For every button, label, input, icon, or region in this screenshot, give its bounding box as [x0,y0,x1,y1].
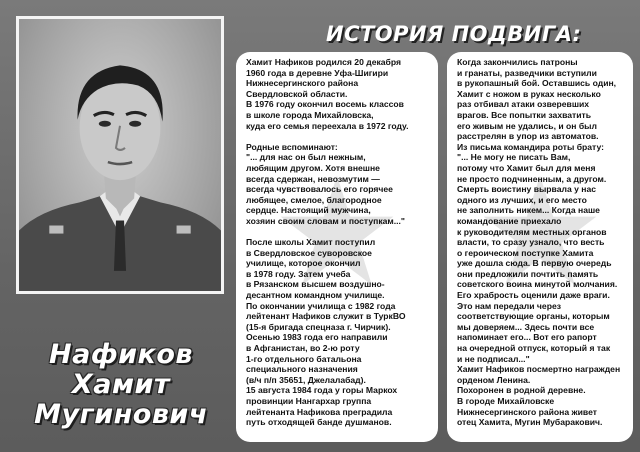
birth-paragraph: Хамит Нафиков родился 20 декабря 1960 года в деревне Уфа-Шигири Нижнесергинского района Свердловской области. В 1976 году окончил восемь классов в школе города Михайловска, куда его семья переехала в 1972 году. [246,57,409,131]
service-paragraph: После школы Хамит поступил в Свердловское суворовское училище, которое окончил в 1978 году. Затем учеба в Рязанском высшем воздушно- десантном командном училище. По окончании училища с 1982 года лейтенант Нафиков служит в ТуркВО (15-я бригада спецназа г. Чирчик). Осенью 1983 года его направили в Афганистан, во 2-ю роту 1-го отдельного батальона специального назначения (в/ч п/п 35651, Джелалабад). 15 августа 1984 года у горы Маркох провинции Нангархар группа лейтенанта Нафикова преградила путь отходящей банде душманов. [246,237,406,428]
hero-first-name: Хамит [71,369,171,400]
story-column-left [236,52,438,442]
hero-patronymic: Мугинович [34,399,208,430]
page-title: ИСТОРИЯ ПОДВИГА: [326,22,582,46]
relatives-quote-paragraph: Родные вспоминают: "... для нас он был нежным, любящим другом. Хотя внешне всегда сдержан, невозмутим — всегда чувствовалось его горячее любящее, смелое, благородное сердце. Настоящий мужчина, хозяин своим словам и поступкам..." [246,141,405,226]
hero-surname: Нафиков [49,339,193,370]
portrait-illustration [19,19,221,291]
portrait-frame [16,16,224,294]
portrait-photo [19,19,221,291]
battle-paragraph: Когда закончились патроны и гранаты, разведчики вступили в рукопашный бой. Оставшись один, Хамит с ножом в руках несколько раз отбивал атаки озверевших врагов. Все попытки захватить его живым не удались, и он был расстрелян в упор из автоматов. [457,57,617,142]
story-column-right [447,52,633,442]
commander-letter-paragraph: Из письма командира роты брату: "... Не могу не писать Вам, потому что Хамит был для меня не просто подчиненным, а другом. Смерть воистину вырвала у нас одного из лучших, и его место не заполнить никем... Когда наше командование приехало к руководителям местных органов власти, то сразу узнало, что весть о героическом поступке Хамита уже дошла сюда. В первую очередь они предложили почтить память советского воина минутой молчания. Его храбрость оценили даже враги. Это нам передали через соответствующие органы, которым мы доверяем... Здесь почти все напоминает его... Вот его рапорт на очередной отпуск, который я так и не подписал..." Хамит Нафиков посмертно награжден орденом Ленина. Похоронен в родной деревне. В городе Михайловске Нижнесергинского района живет отец Хамита, Мугин Мубаракович. [457,141,621,428]
